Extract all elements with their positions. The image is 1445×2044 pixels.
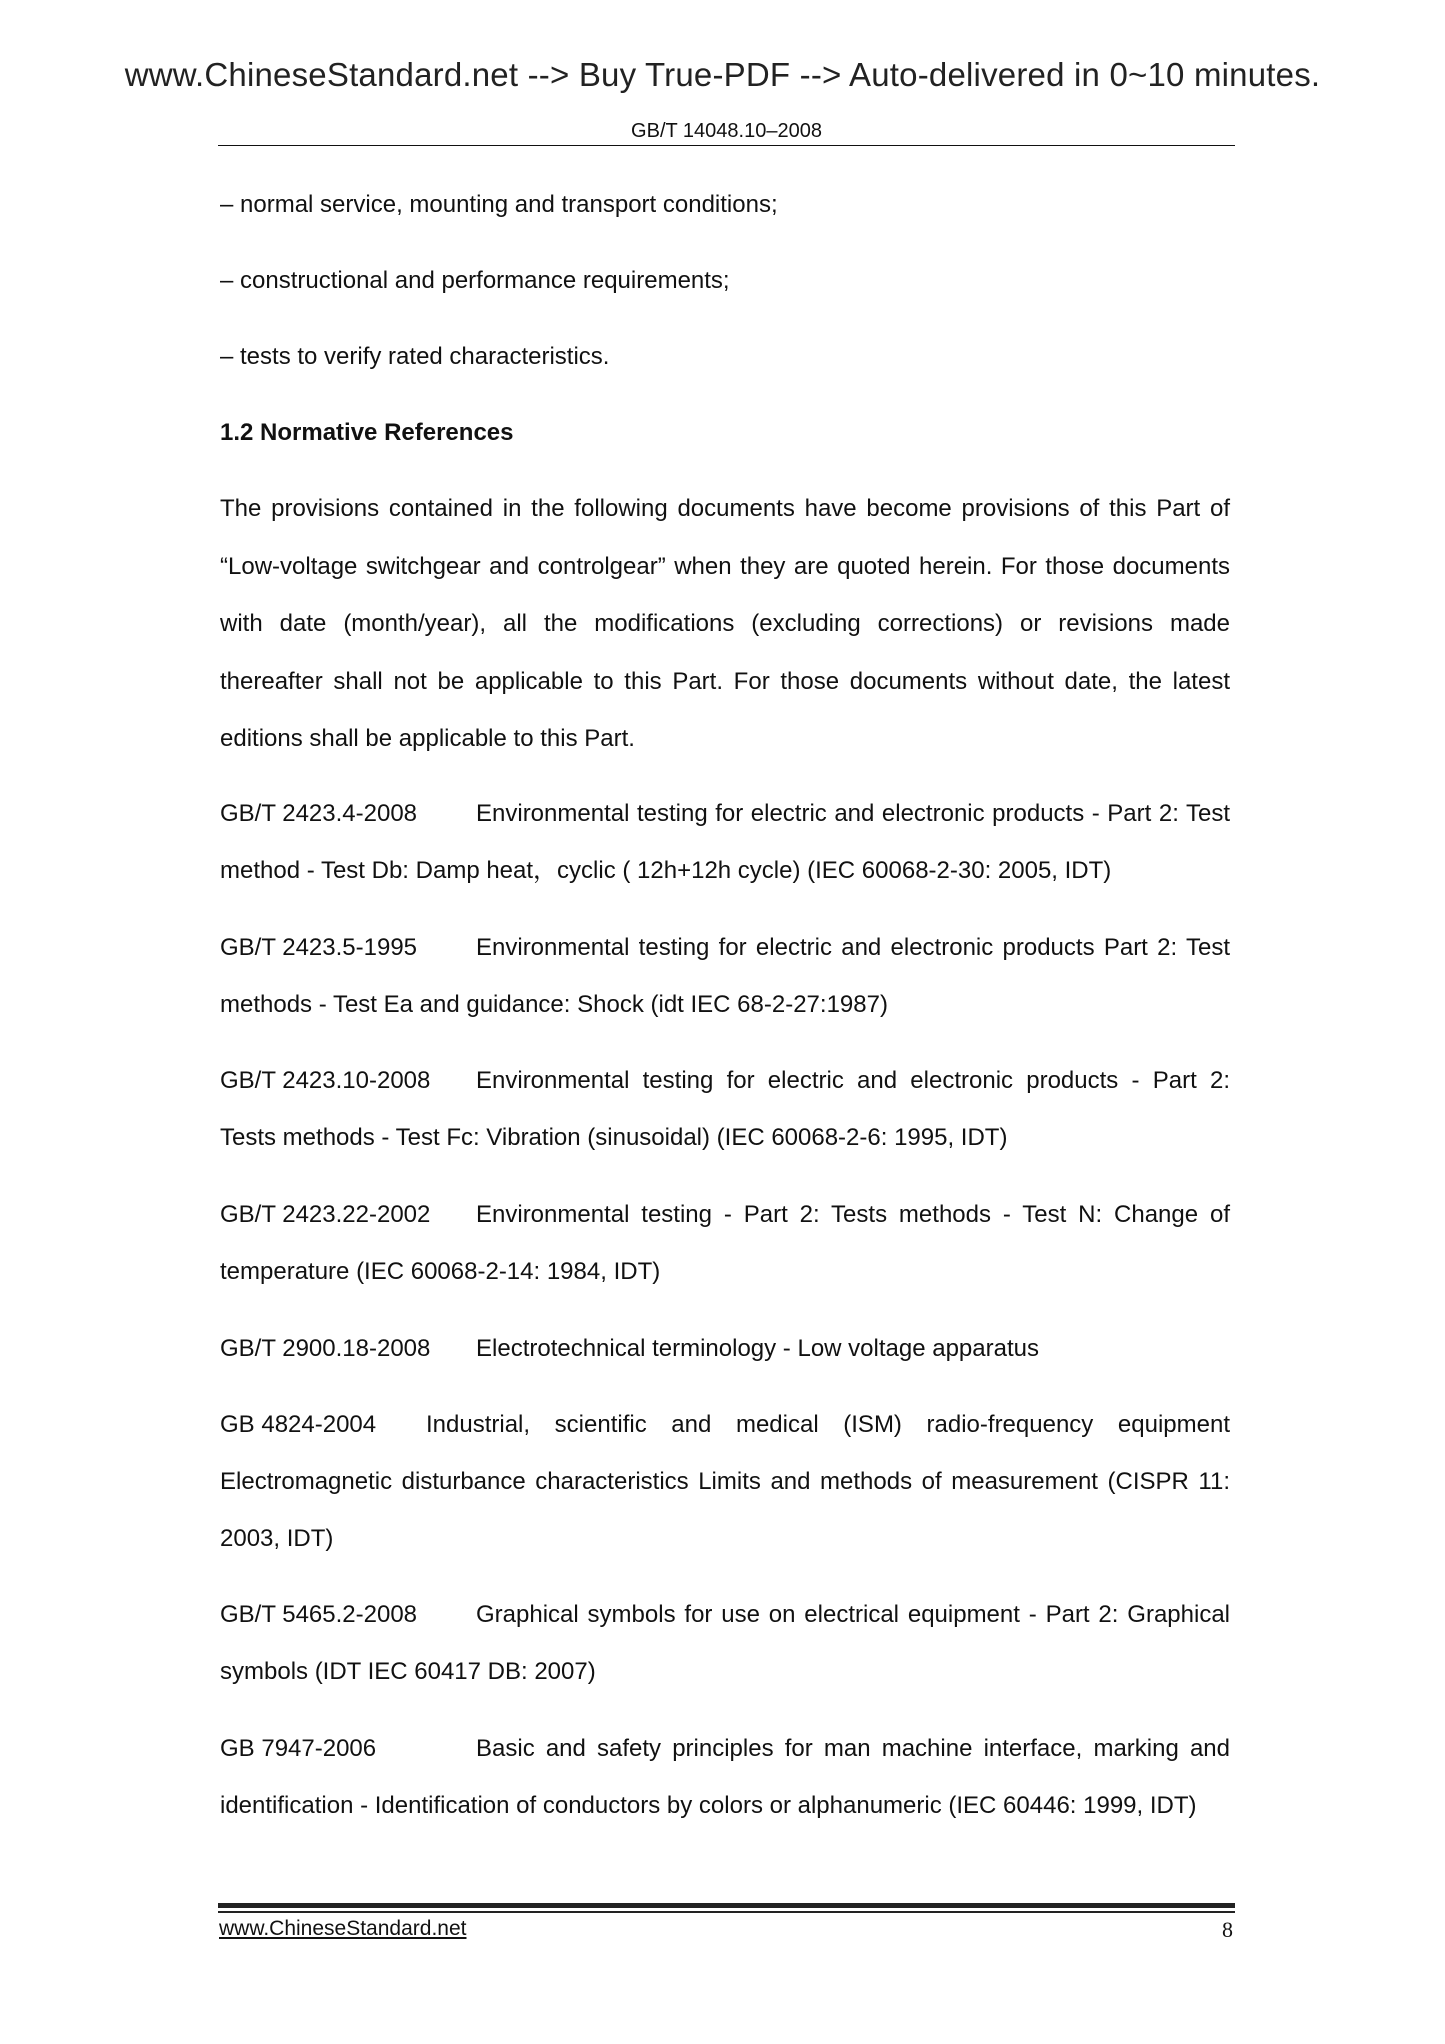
reference-code: GB 4824-2004	[220, 1411, 377, 1438]
reference-code: GB/T 2900.18-2008	[220, 1335, 431, 1362]
reference-title: Environmental testing - Part 2: Tests methods - Test N: Change of temperature (IEC 60068-2-14: 1984, IDT)	[220, 1201, 1230, 1285]
bullet-item: – normal service, mounting and transport conditions;	[220, 191, 778, 218]
reference-item	[220, 1052, 1230, 1166]
standard-number-header: GB/T 14048.10–2008	[631, 120, 822, 142]
intro-paragraph: The provisions contained in the following documents have become provisions of this Part of “Low-voltage switchgear and controlgear” when they are quoted herein. For those documents with date (month/year), all the modifications (excluding corrections) or revisions made thereafter shall not be applicable to this Part. For those documents without date, the latest editions shall be applicable to this Part.	[220, 495, 1230, 752]
reference-title: Environmental testing for electric and electronic products Part 2: Test methods - Test Ea and guidance: Shock (idt IEC 68-2-27:1987)	[220, 934, 1230, 1018]
footer-divider-thin	[218, 1911, 1235, 1913]
footer-website-link[interactable]: www.ChineseStandard.net	[219, 1917, 467, 1940]
page-number: 8	[1222, 1917, 1233, 1942]
reference-item	[220, 1320, 1230, 1377]
reference-item	[220, 1396, 1230, 1567]
reference-item	[220, 1186, 1230, 1300]
bullet-item: – constructional and performance requirements;	[220, 267, 730, 294]
reference-code: GB/T 2423.5-1995	[220, 934, 418, 961]
reference-code: GB/T 2423.4-2008	[220, 800, 418, 827]
reference-item	[220, 919, 1230, 1033]
reference-title: Electrotechnical terminology - Low voltage apparatus	[476, 1335, 1039, 1362]
reference-item	[220, 785, 1230, 899]
reference-code: GB/T 2423.22-2002	[220, 1201, 431, 1228]
reference-item	[220, 1720, 1230, 1834]
reference-title: Basic and safety principles for man machine interface, marking and identification - Identification of conductors by colors or alphanumeric (IEC 60446: 1999, IDT)	[220, 1735, 1230, 1819]
reference-code: GB 7947-2006	[220, 1735, 377, 1762]
promo-banner[interactable]: www.ChineseStandard.net --> Buy True-PDF --> Auto-delivered in 0~10 minutes.	[124, 56, 1321, 93]
section-heading: 1.2 Normative References	[220, 419, 514, 446]
reference-title: Environmental testing for electric and electronic products - Part 2: Tests methods - Test Fc: Vibration (sinusoidal) (IEC 60068-2-6: 1995, IDT)	[220, 1067, 1230, 1151]
reference-title: Graphical symbols for use on electrical equipment - Part 2: Graphical symbols (IDT IEC 60417 DB: 2007)	[220, 1601, 1230, 1685]
reference-code: GB/T 2423.10-2008	[220, 1067, 431, 1094]
bullet-item: – tests to verify rated characteristics.	[220, 343, 610, 370]
reference-code: GB/T 5465.2-2008	[220, 1601, 418, 1628]
reference-title: Industrial, scientific and medical (ISM) radio-frequency equipment Electromagnetic disturbance characteristics Limits and methods of measurement (CISPR 11: 2003, IDT)	[220, 1411, 1230, 1552]
reference-title: Environmental testing for electric and electronic products - Part 2: Test method - Test Db: Damp heat，cyclic ( 12h+12h cycle) (IEC 60068-2-30: 2005, IDT)	[220, 800, 1230, 884]
footer-divider-thick	[218, 1903, 1235, 1908]
reference-item	[220, 1586, 1230, 1700]
header-divider	[218, 145, 1235, 146]
